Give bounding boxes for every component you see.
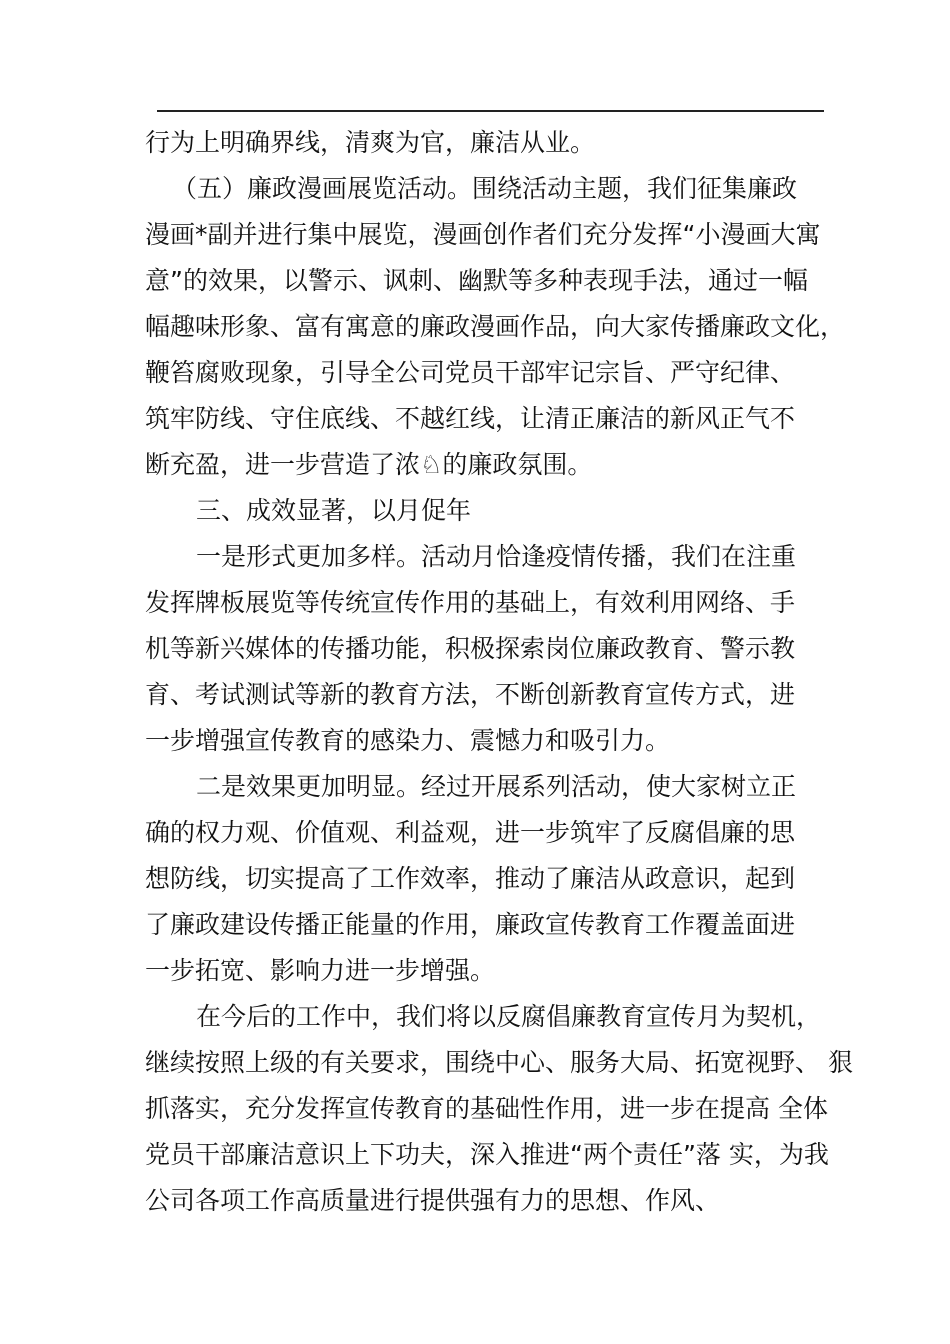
text-line: 公司各项工作高质量进行提供强有力的思想、作风、: [145, 1186, 721, 1215]
text-line: 鞭笞腐败现象，引导全公司党员干部牢记宗旨、严守纪律、: [145, 358, 796, 387]
text-line: 漫画*副并进行集中展览，漫画创作者们充分发挥“小漫画大寓: [145, 220, 821, 249]
section-heading: 三、成效显著，以月促年: [196, 496, 472, 525]
text-line: 断充盈，进一步营造了浓♘的廉政氛围。: [145, 450, 593, 479]
paragraph-first-line: 二是效果更加明显。经过开展系列活动，使大家树立正: [196, 772, 797, 801]
paragraph-first-line: 在今后的工作中，我们将以反腐倡廉教育宣传月为契机，: [196, 1002, 822, 1031]
text-line: 继续按照上级的有关要求，围绕中心、服务大局、拓宽视野、 狠: [145, 1048, 853, 1077]
text-line: 机等新兴媒体的传播功能，积极探索岗位廉政教育、警示教: [145, 634, 796, 663]
section-heading-line: （五）廉政漫画展览活动。围绕活动主题，我们征集廉政: [172, 174, 798, 203]
text-line: 育、考试测试等新的教育方法，不断创新教育宣传方式，进: [145, 680, 796, 709]
text-line: 意”的效果，以警示、讽刺、幽默等多种表现手法，通过一幅: [145, 266, 808, 295]
text-line: 确的权力观、价值观、利益观，进一步筑牢了反腐倡廉的思: [145, 818, 796, 847]
paragraph-first-line: 一是形式更加多样。活动月恰逢疫情传播，我们在注重: [196, 542, 797, 571]
text-line: 幅趣味形象、富有寓意的廉政漫画作品，向大家传播廉政文化，: [145, 312, 846, 341]
text-line: 行为上明确界线，清爽为官，廉洁从业。: [145, 128, 596, 157]
text-line: 发挥牌板展览等传统宣传作用的基础上，有效利用网络、手: [145, 588, 796, 617]
header-rule: [157, 110, 824, 112]
text-line: 想防线，切实提高了工作效率，推动了廉洁从政意识，起到: [145, 864, 796, 893]
text-line: 党员干部廉洁意识上下功夫，深入推进“两个责任”落 实，为我: [145, 1140, 829, 1169]
text-line: 筑牢防线、守住底线、不越红线，让清正廉洁的新风正气不: [145, 404, 796, 433]
text-line: 一步拓宽、影响力进一步增强。: [145, 956, 496, 985]
text-line: 了廉政建设传播正能量的作用，廉政宣传教育工作覆盖面进: [145, 910, 796, 939]
text-line: 抓落实，充分发挥宣传教育的基础性作用，进一步在提高 全体: [145, 1094, 828, 1123]
text-line: 一步增强宣传教育的感染力、震憾力和吸引力。: [145, 726, 671, 755]
